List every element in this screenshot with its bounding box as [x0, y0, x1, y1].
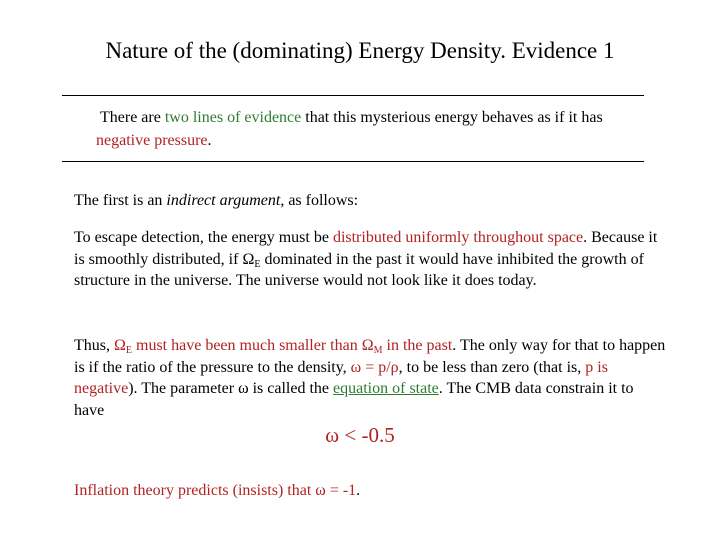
escape-paragraph	[74, 227, 664, 292]
escape-text-1: To escape detection, the energy must be	[74, 229, 333, 246]
thus-highlight-negative: p is negative	[74, 358, 608, 397]
inflation-paragraph	[74, 480, 674, 502]
thus-text-5: . The CMB data constrain it to have	[74, 380, 634, 419]
intro-italic-argument: indirect argument	[166, 192, 281, 209]
thus-paragraph	[74, 335, 666, 421]
omega-e-subscript: E	[254, 258, 261, 270]
callout-highlight-negative-pressure: negative pressure	[96, 132, 208, 149]
callout-text-2: that this mysterious energy behaves as if it has	[301, 109, 603, 126]
thus-highlight-ratio: ω = p/ρ	[350, 358, 399, 376]
omega-constraint-formula: ω < -0.5	[325, 423, 395, 447]
thus-text-1: Thus,	[74, 337, 114, 354]
escape-highlight-uniform: distributed uniformly throughout space	[332, 229, 584, 246]
escape-text-3: dominated in the past it would have inhibited the growth of structure in the universe. The universe would not look like it does today.	[74, 250, 644, 289]
callout-text-3: .	[207, 132, 212, 149]
escape-text-2: . Because it is smoothly distributed, if Ω	[74, 229, 658, 268]
callout-highlight-evidence: two lines of evidence	[164, 109, 302, 126]
bottom-divider	[62, 161, 644, 162]
thus-highlight-omega-e: $\Omega_E$ must have been much smaller than $\Omega_M$ in the past	[114, 337, 453, 356]
thus-text-2: . The only way for that to happen is if the ratio of the pressure to the density,	[74, 337, 666, 376]
thus-text-4: ). The parameter ω is called the	[128, 380, 334, 397]
equation-of-state-link[interactable]: equation of state	[333, 380, 439, 397]
thus-text-3: , to be less than zero (that is,	[398, 358, 586, 376]
intro-paragraph	[74, 190, 674, 212]
inflation-highlight: Inflation theory predicts (insists) that ω = -1	[74, 482, 357, 499]
top-divider	[62, 95, 644, 96]
intro-text-1: The first is an	[74, 192, 167, 209]
intro-text-2: , as follows:	[280, 192, 359, 209]
inflation-period: .	[356, 482, 361, 499]
slide-title: Nature of the (dominating) Energy Density. Evidence 1	[105, 38, 615, 63]
callout-text-1: There are	[100, 109, 165, 126]
callout-box-text	[96, 106, 626, 152]
